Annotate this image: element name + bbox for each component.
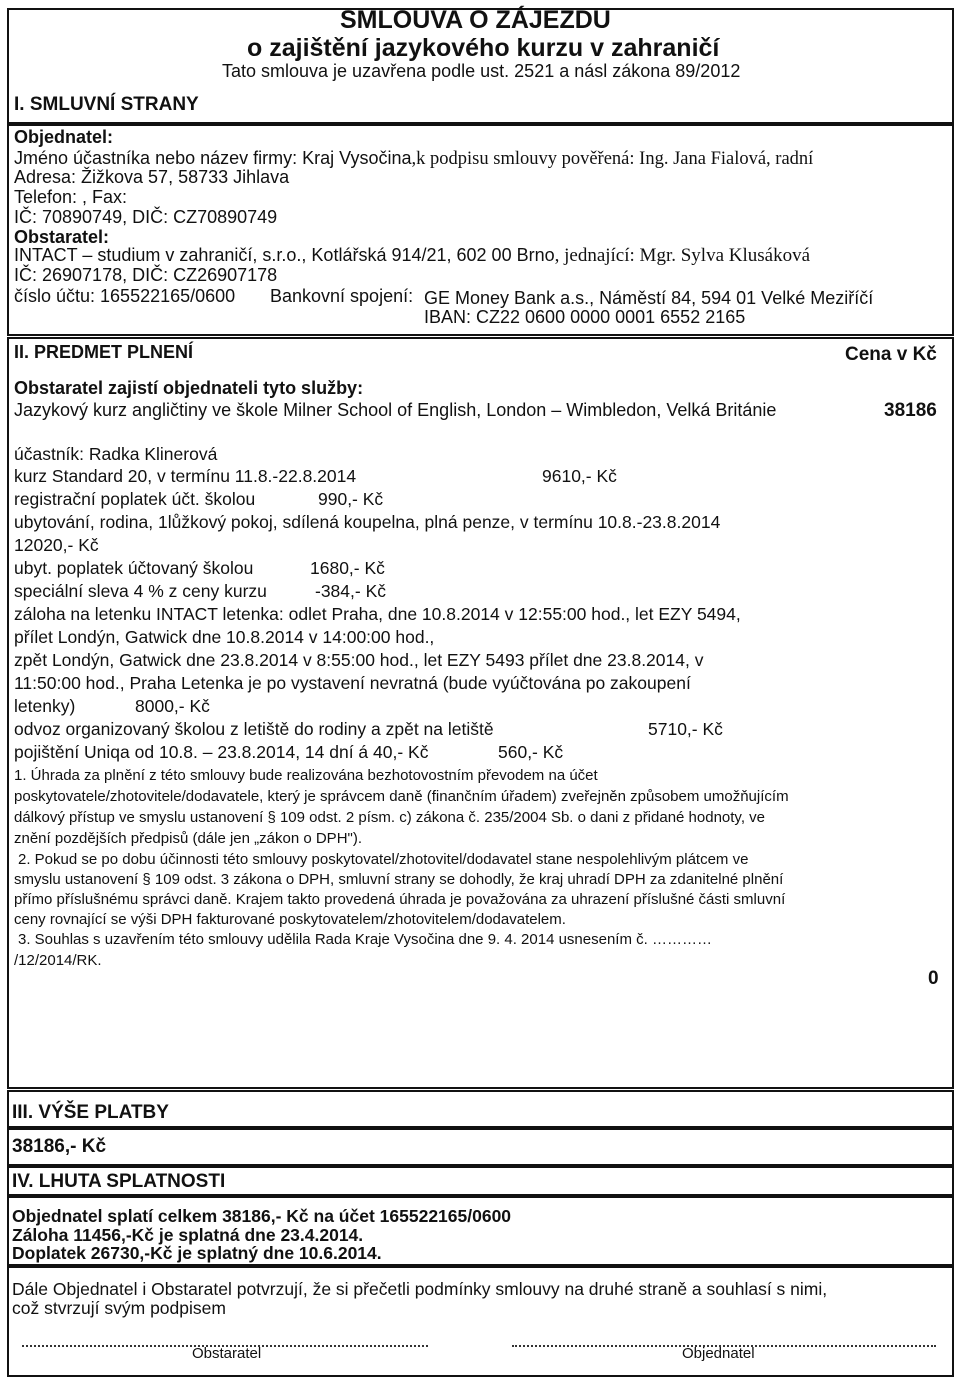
section3-heading: III. VÝŠE PLATBY [12,1102,169,1123]
transfer-price: 5710,- Kč [648,719,723,739]
services-label: Obstaratel zajistí objednateli tyto služby: [14,378,364,398]
client-signatory: ,k podpisu smlouvy pověřená: Ing. Jana Fialová, radní [411,149,814,169]
note-1-line-1: 1. Úhrada za plnění z této smlouvy bude realizována bezhotovostním převodem na účet [14,767,598,784]
course-price: 38186 [884,400,937,421]
flight-price: 8000,- Kč [135,696,210,716]
provider-label: Obstaratel: [14,227,110,247]
note-1-line-2: poskytovatele/zhotovitele/dodavatele, který je správcem daně (finančním úřadem) zveřejněn způsobem umožňujícím [14,788,789,805]
provider-name [14,245,810,267]
provider-representative: , jednající: Mgr. Sylva Klusáková [554,245,811,266]
section1-heading: I. SMLUVNÍ STRANY [14,94,199,115]
flight-line-4: 11:50:00 hod., Praha Letenka je po vystavení nevratná (bude vyúčtována po zakoupení [14,673,691,693]
special-discount: speciální sleva 4 % z ceny kurzu [14,581,267,601]
section4-heading: IV. LHUTA SPLATNOSTI [12,1171,226,1192]
note-3-line-1: 3. Souhlas s uzavřením této smlouvy udělila Rada Kraje Vysočina dne 9. 4. 2014 usnesením č. ………… [18,931,712,948]
payment-amount: 38186,- Kč [12,1136,107,1157]
note-1-line-3: dálkový přístup ve smyslu ustanovení § 109 odst. 2 písm. c) zákona č. 235/2004 Sb. o dani z přidané hodnoty, ve [14,809,765,826]
registration-fee-price: 990,- Kč [318,489,384,509]
provider-ids: IČ: 26907178, DIČ: CZ26907178 [14,265,278,285]
section2-heading: II. PREDMET PLNENÍ [14,342,194,362]
note-2-line-2: smyslu ustanovení § 109 odst. 3 zákona o DPH, smluvní strany se dohodly, že kraj uhradí DPH za zdanitelné plnění [14,871,784,888]
flight-line-5: letenky) [14,696,76,716]
provider-name-text: INTACT – studium v zahraničí, s.r.o., Kotlářská 914/21, 602 00 Brno [14,245,555,265]
flight-line-2: přílet Londýn, Gatwick dne 10.8.2014 v 14:00:00 hod., [14,627,435,647]
contract-title: SMLOUVA O ZÁJEZDU [340,6,611,34]
client-ids: IČ: 70890749, DIČ: CZ70890749 [14,207,278,227]
contract-subtitle: o zajištění jazykového kurzu v zahraničí [247,34,720,62]
legal-note: Tato smlouva je uzavřena podle ust. 2521 a násl zákona 89/2012 [222,61,741,81]
bank-label: Bankovní spojení: [270,286,414,306]
participant: účastník: Radka Klinerová [14,444,218,464]
flight-line-1: záloha na letenku INTACT letenka: odlet Praha, dne 10.8.2014 v 12:55:00 hod., let EZY 5494, [14,604,741,624]
transfer: odvoz organizovaný školou z letiště do rodiny a zpět na letiště [14,719,494,739]
accommodation-fee-price: 1680,- Kč [310,558,385,578]
registration-fee: registrační poplatek účt. školou [14,489,256,509]
note-1-line-4: znění pozdějších předpisů (dále jen „zákon o DPH"). [14,830,363,847]
insurance-price: 560,- Kč [498,742,564,762]
course-term: kurz Standard 20, v termínu 11.8.-22.8.2014 [14,466,357,486]
accommodation-price: 12020,- Kč [14,535,99,555]
signature-label-provider: Obstaratel [192,1345,262,1362]
client-address: Adresa: Žižkova 57, 58733 Jihlava [14,167,290,187]
account-number: číslo účtu: 165522165/0600 [14,286,236,306]
due-line-3: Doplatek 26730,-Kč je splatný dne 10.6.2014. [12,1243,382,1263]
payment-amount-box [7,1128,954,1166]
flight-line-3: zpět Londýn, Gatwick dne 23.8.2014 v 8:55:00 hod., let EZY 5493 přílet dne 23.8.2014, v [14,650,704,670]
due-line-2: Záloha 11456,-Kč je splatná dne 23.4.2014. [12,1225,364,1245]
zero-value: 0 [928,968,939,989]
client-phone: Telefon: , Fax: [14,187,128,207]
insurance: pojištění Uniqa od 10.8. – 23.8.2014, 14 dní á 40,- Kč [14,742,429,762]
course-term-price: 9610,- Kč [542,466,617,486]
note-2-line-4: ceny rovnající se výši DPH fakturované poskytovatelem/zhotovitelem/dodavatelem. [14,911,566,928]
signature-label-client: Objednatel [682,1345,755,1362]
bank-name: GE Money Bank a.s., Náměstí 84, 594 01 Velké Meziříčí [424,288,874,308]
iban: IBAN: CZ22 0600 0000 0001 6552 2165 [424,307,746,327]
note-3-line-2: /12/2014/RK. [14,952,102,969]
course-description: Jazykový kurz angličtiny ve škole Milner School of English, London – Wimbledon, Velká Británie [14,400,777,420]
price-header: Cena v Kč [845,344,937,365]
client-label: Objednatel: [14,127,114,147]
due-line-1: Objednatel splatí celkem 38186,- Kč na účet 165522165/0600 [12,1206,512,1226]
closing-line-2: což stvrzují svým podpisem [12,1298,226,1318]
closing-line-1: Dále Objednatel i Obstaratel potvrzují, že si přečetli podmínky smlouvy na druhé straně a souhlasí s nimi, [12,1279,828,1299]
client-name-text: Jméno účastníka nebo název firmy: Kraj Vysočina [14,148,412,168]
note-2-line-1: 2. Pokud se po dobu účinnosti této smlouvy poskytovatel/zhotovitel/dodavatel stane nespolehlivým plátcem ve [18,851,749,868]
accommodation-fee: ubyt. poplatek účtovaný školou [14,558,254,578]
special-discount-price: -384,- Kč [315,581,386,601]
accommodation: ubytování, rodina, 1lůžkový pokoj, sdílená koupelna, plná penze, v termínu 10.8.-23.8.2014 [14,512,721,532]
note-2-line-3: přímo příslušnému správci daně. Krajem takto provedená úhrada je považována za uhrazení příslušné části smluvní [14,891,786,908]
